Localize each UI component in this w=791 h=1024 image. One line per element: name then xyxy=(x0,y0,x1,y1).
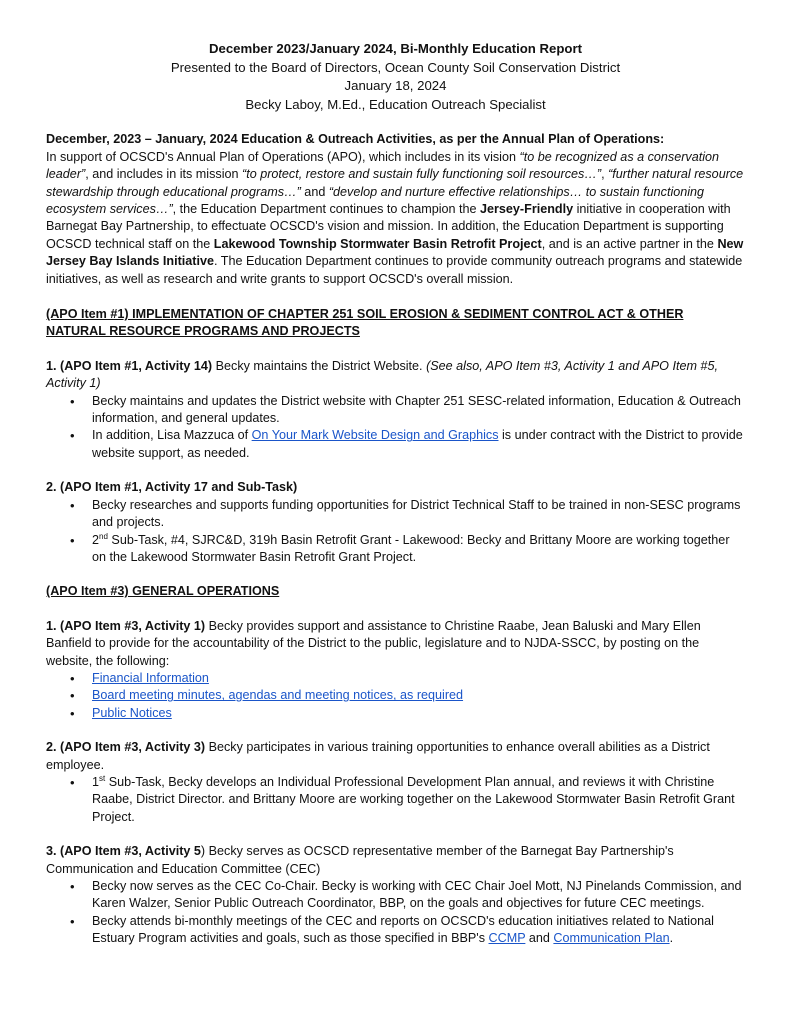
apo3-activity5-body: ) Becky serves as OCSCD representative member of the Barnegat Bay Partnership's Communication and Education Committee (CEC) xyxy=(46,844,674,876)
intro-quote-4: “develop and nurture effective relationships… to sustain functioning ecosystem services…” xyxy=(46,184,705,216)
list-item: • Becky maintains and updates the District website with Chapter 251 SESC-related information, Education & Outreach information, and general updates. xyxy=(92,393,745,428)
intro-text-1: In support of OCSCD's Annual Plan of Operations (APO), which includes in its vision xyxy=(46,149,520,164)
apo3-activity1-lead: 1. (APO Item #3, Activity 1) xyxy=(46,618,206,633)
report-title: December 2023/January 2024, Bi-Monthly Education Report xyxy=(208,41,583,56)
list-item: • Becky now serves as the CEC Co-Chair. Becky is working with CEC Chair Joel Mott, NJ Pinelands Commission, and Karen Walzer, Senior Public Outreach Coordinator, BBP, on the goals and objectives for future CEC meetings. xyxy=(92,878,745,913)
apo3-activity1-body: Becky provides support and assistance to Christine Raabe, Jean Baluski and Mary Ellen Banfield to provide for the accountability of the District to the public, legislature and to NJDA-SSCC, by posting on the website, the following: xyxy=(46,618,701,668)
intro-bold-3: New Jersey Bay Islands Initiative xyxy=(46,236,744,269)
list-item xyxy=(92,670,745,687)
apo1-activity14-list xyxy=(46,393,745,463)
report-date: January 18, 2024 xyxy=(344,78,447,94)
apo3-activity3-body: Becky participates in various training opportunities to enhance overall abilities as a District employee. xyxy=(46,740,710,772)
list-item xyxy=(92,532,745,567)
intro-text-2: , and includes in its mission xyxy=(85,167,242,182)
intro-text-5: , the Education Department continues to champion the xyxy=(172,202,481,216)
list-item-text: Becky attends bi-monthly meetings of the CEC and reports on OCSCD's education initiatives related to National Estuary Program activities and goals, such as those specified in BBP's xyxy=(92,913,714,946)
apo1-activity14 xyxy=(46,358,745,462)
apo3-section xyxy=(46,583,745,947)
list-item-text: In addition, Lisa Mazzuca of xyxy=(92,428,252,443)
apo3-activity3 xyxy=(46,739,745,826)
apo1-activity17-lead: 2. (APO Item #1, Activity 17 and Sub-Task) xyxy=(46,480,298,495)
intro-quote-3: “further natural resource stewardship through educational programs…” xyxy=(46,167,744,199)
apo3-activity1-list xyxy=(46,670,745,722)
intro-quote-2: “to protect, restore and sustain fully functioning soil resources…” xyxy=(242,167,602,182)
list-item xyxy=(92,427,745,462)
list-item xyxy=(92,687,745,704)
list-item-text: is under contract with the District to provide website support, as needed. xyxy=(92,428,743,460)
apo3-activity1 xyxy=(46,618,745,722)
list-item xyxy=(92,913,745,948)
ordinal-suffix: nd xyxy=(99,531,108,541)
intro-text-3: , xyxy=(601,167,609,182)
intro-text-7: , and is an active partner in the xyxy=(541,236,718,251)
report-subtitle: Presented to the Board of Directors, Ocean County Soil Conservation District xyxy=(170,59,621,75)
list-item-text: . xyxy=(669,931,674,946)
report-author: Becky Laboy, M.Ed., Education Outreach Specialist xyxy=(245,96,546,112)
apo3-activity5 xyxy=(46,843,745,947)
list-item-number: 1 xyxy=(92,774,100,789)
apo1-activity14-lead: 1. (APO Item #1, Activity 14) xyxy=(46,358,213,373)
list-item-text: and xyxy=(525,931,554,946)
apo1-activity14-body: Becky maintains the District Website. xyxy=(212,358,427,373)
apo1-activity17-list xyxy=(46,497,745,567)
financial-information-link[interactable]: Financial Information xyxy=(92,670,209,685)
apo1-section xyxy=(46,306,745,566)
ordinal-suffix: st xyxy=(99,773,106,783)
apo3-activity5-text xyxy=(46,843,745,878)
apo3-heading: (APO Item #3) GENERAL OPERATIONS xyxy=(46,584,280,599)
list-item: • Becky researches and supports funding opportunities for District Technical Staff to be trained in non-SESC programs and projects. xyxy=(92,497,745,532)
list-item xyxy=(92,774,745,826)
intro-text-6: initiative in cooperation with Barnegat Bay Partnership, to effectuate OCSCD's vision and mission. In addition, the Education Department is supporting OCSCD technical staff on the xyxy=(46,202,731,251)
ccmp-link[interactable]: CCMP xyxy=(488,931,526,946)
apo1-activity14-note: (See also, APO Item #3, Activity 1 and APO Item #5, Activity 1) xyxy=(46,358,718,391)
communication-plan-link[interactable]: Communication Plan xyxy=(553,931,670,946)
apo1-activity17 xyxy=(46,479,745,566)
apo3-activity3-list xyxy=(46,774,745,826)
apo1-activity14-text xyxy=(46,358,745,393)
list-item-number: 2 xyxy=(92,532,100,547)
public-notices-link[interactable]: Public Notices xyxy=(92,705,172,720)
intro-section xyxy=(46,131,745,288)
apo3-activity3-text xyxy=(46,739,745,774)
intro-heading: December, 2023 – January, 2024 Education & Outreach Activities, as per the Annual Plan of Operations: xyxy=(46,132,665,147)
intro-quote-1: “to be recognized as a conservation leader” xyxy=(46,149,720,182)
apo3-activity3-lead: 2. (APO Item #3, Activity 3) xyxy=(46,740,206,755)
intro-text-4: and xyxy=(300,184,329,199)
intro-paragraph xyxy=(46,149,745,288)
intro-bold-2: Lakewood Township Stormwater Basin Retrofit Project xyxy=(213,236,542,251)
apo3-activity5-lead: 3. (APO Item #3, Activity 5 xyxy=(46,844,201,859)
board-meeting-minutes-link[interactable]: Board meeting minutes, agendas and meeting notices, as required xyxy=(92,688,464,703)
list-item-text: Sub-Task, Becky develops an Individual Professional Development Plan annual, and reviews it with Christine Raabe, District Director. and Brittany Moore are working together on the Lakewood Stormwater Basin Retrofit Grant Project. xyxy=(92,774,735,824)
intro-text-8: . The Education Department continues to provide community outreach programs and statewide initiatives, as well as research and write grants to support OCSCD's overall mission. xyxy=(46,254,743,286)
report-header xyxy=(46,40,745,114)
intro-bold-1: Jersey-Friendly xyxy=(480,202,574,216)
apo1-heading: (APO Item #1) IMPLEMENTATION OF CHAPTER 251 SOIL EROSION & SEDIMENT CONTROL ACT & OTHER NATURAL RESOURCE PROGRAMS AND PROJECTS xyxy=(46,307,684,339)
apo3-activity1-text xyxy=(46,618,745,670)
website-vendor-link[interactable]: On Your Mark Website Design and Graphics xyxy=(251,428,499,443)
list-item-text: Sub-Task, #4, SJRC&D, 319h Basin Retrofit Grant - Lakewood: Becky and Brittany Moore are working together on the Lakewood Stormwater Basin Retrofit Grant Project. xyxy=(92,532,730,564)
list-item xyxy=(92,705,745,722)
apo3-activity5-list xyxy=(46,878,745,948)
